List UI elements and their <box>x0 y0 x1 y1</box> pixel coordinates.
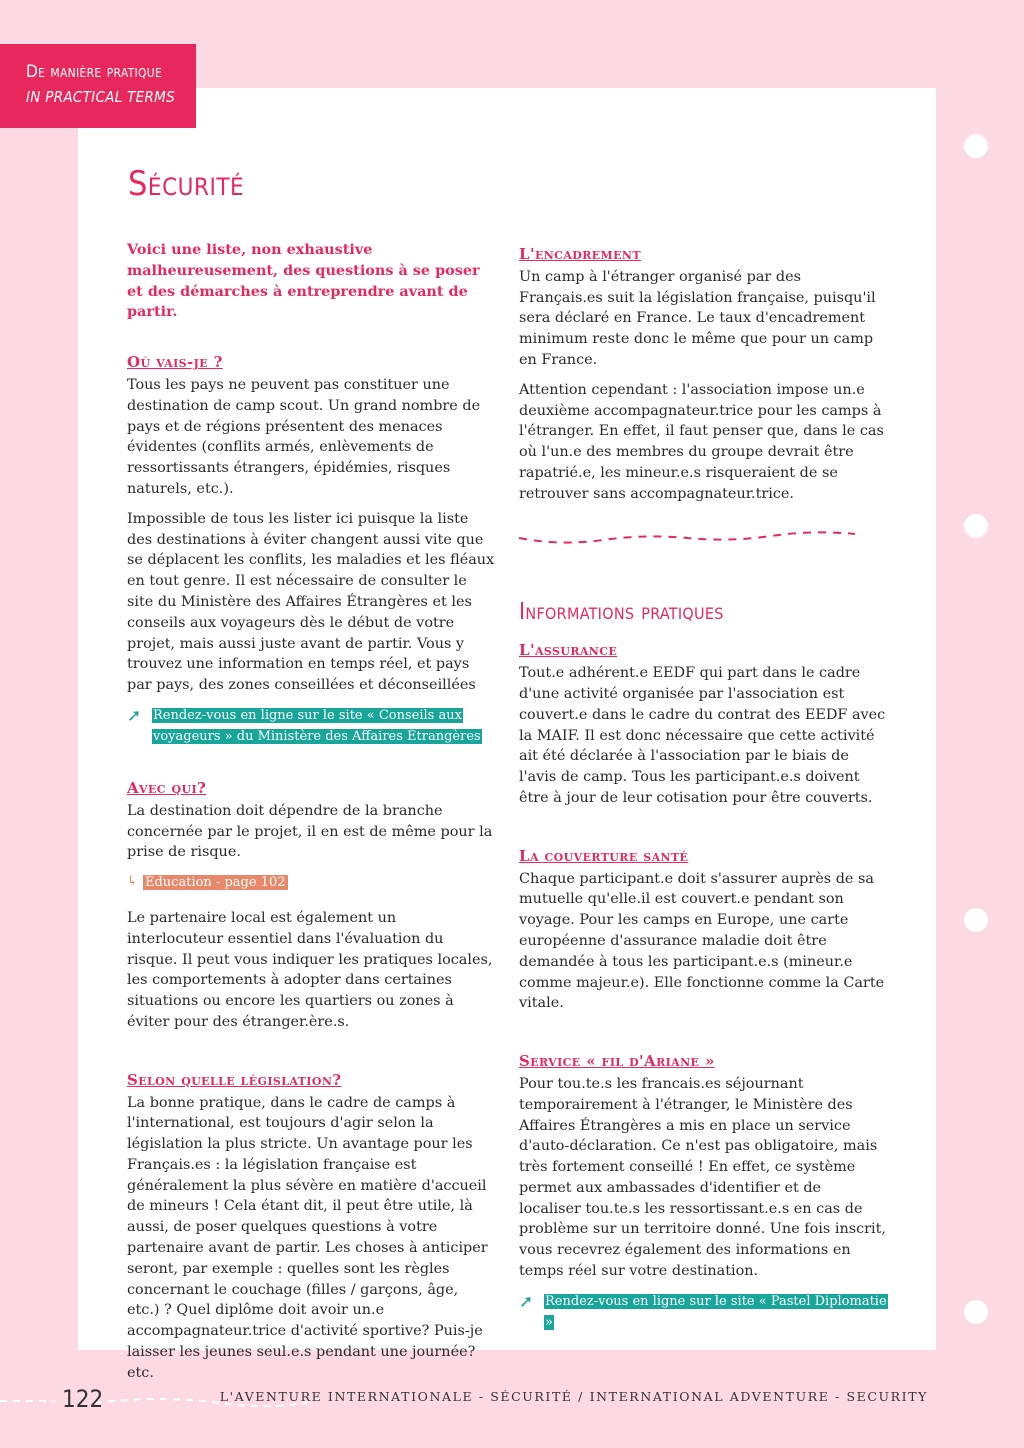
external-link-conseils-voyageurs[interactable] <box>127 705 495 748</box>
paragraph: La destination doit dépendre de la branche concernée par le projet, il en est de même pour la prise de risque. <box>127 802 493 861</box>
heading-legislation: Selon quelle législation? <box>127 1070 342 1089</box>
binder-hole <box>964 514 988 538</box>
link-label[interactable]: Rendez-vous en ligne sur le site « Pastel Diplomatie » <box>545 1293 887 1331</box>
section-title-informations-pratiques: Informations pratiques <box>519 598 724 625</box>
binder-hole <box>964 1300 988 1324</box>
paragraph: Le partenaire local est également un interlocuteur essentiel dans l'évaluation du risque. Il peut vous indiquer les pratiques locales, les comportements à adopter dans certaines situations ou encore les quartiers ou zones à éviter pour des étranger.ère.s. <box>127 909 493 1030</box>
section-tab <box>0 44 196 128</box>
wavy-divider <box>519 528 855 548</box>
external-link-pastel-diplomatie[interactable] <box>519 1291 887 1334</box>
heading-avec-qui: Avec qui? <box>127 778 207 797</box>
cursor-click-icon: ➚ <box>127 705 142 726</box>
page-footer <box>0 1381 1024 1421</box>
heading-assurance: L'assurance <box>519 641 618 660</box>
paragraph: Pour tou.te.s les francais.es séjournant temporairement à l'étranger, le Ministère des Affaires Étrangères a mis en place un service d'auto-déclaration. Ce n'est pas obligatoire, mais très fortement conseillé ! En effet, ce système permet aux ambassades d'identifier et de localiser tou.te.s les ressortissant.e.s en cas de problème sur un territoire donné. Une fois inscrit, vous recevrez également des informations en temps réel sur votre destination. <box>519 1075 886 1280</box>
running-title: L'AVENTURE INTERNATIONALE - SÉCURITÉ / INTERNATIONAL ADVENTURE - SECURITY <box>219 1389 928 1404</box>
cursor-click-icon: ➚ <box>519 1291 534 1312</box>
heading-ou-vais-je: Où vais-je ? <box>127 353 223 372</box>
left-column <box>127 240 495 1393</box>
heading-fil-ariane: Service « fil d'Ariane » <box>519 1052 715 1071</box>
paragraph: Un camp à l'étranger organisé par des Français.es suit la législation française, puisqu'il sera déclaré en France. Le taux d'encadrement minimum reste donc le même que pour un camp en France. <box>519 268 876 368</box>
paragraph: Attention cependant : l'association impose un.e deuxième accompagnateur.trice pour les camps à l'étranger. En effet, il faut penser que, dans le cas où l'un.e des membres du groupe devrait être rapatrié.e, les mineur.e.s risqueraient de se retrouver sans accompagnateur.trice. <box>519 381 884 502</box>
page-title: Sécurité <box>128 164 245 204</box>
binder-hole <box>964 908 988 932</box>
paragraph: Tout.e adhérent.e EEDF qui part dans le cadre d'une activité organisée par l'association est couvert.e dans le cadre du contrat des EEDF avec la MAIF. Il est donc nécessaire que cette activité ait été déclarée à l'association par le biais de l'avis de camp. Tous les participant.e.s doivent être à jour de leur cotisation pour être couverts. <box>519 665 886 806</box>
paragraph: Impossible de tous les lister ici puisque la liste des destinations à éviter changent aussi vite que se déplacent les conflits, les maladies et les fléaux en tout genre. Il est nécessaire de consulter le site du Ministère des Affaires Étrangères et les conseils aux voyageurs dès le début de votre projet, mais aussi juste avant de partir. Vous y trouvez une information en temps réel, et pays par pays, des zones conseillées et déconseillées <box>127 510 495 694</box>
heading-couverture-sante: La couverture santé <box>519 846 689 865</box>
paragraph: Chaque participant.e doit s'assurer auprès de sa mutuelle qu'elle.il est couvert.e pendant son voyage. Pour les camps en Europe, une carte européenne d'assurance maladie doit être demandée à tous les participant.e.s (mineur.e comme majeur.e). Elle fonctionne comme la Carte vitale. <box>519 870 885 1012</box>
paragraph: La bonne pratique, dans le cadre de camps à l'international, est toujours d'agir selon la législation la plus stricte. Un avantage pour les Français.es : la législation française est généralement la plus sévère en matière d'accueil de mineurs ! Cela étant dit, il peut être utile, là aussi, de poser quelques questions à votre partenaire avant de partir. Les choses à anticiper seront, par exemple : quelles sont les règles concernant le couchage (filles / garçons, âge, etc.) ? Quel diplôme doit avoir un.e accompagnateur.trice d'activité sportive? Puis-je laisser les jeunes seul.e.s pendant une journée? etc. <box>127 1094 488 1381</box>
arrow-reference-icon: ↳ <box>127 874 138 890</box>
heading-encadrement: L'encadrement <box>519 245 641 263</box>
paragraph: Tous les pays ne peuvent pas constituer une destination de camp scout. Un grand nombre de pays et de régions présentent des menaces évidentes (conflits armés, enlèvements de ressortissants étrangers, épidémies, risques naturels, etc.). <box>127 376 481 497</box>
link-label[interactable]: Rendez-vous en ligne sur le site « Conseils aux voyageurs » du Ministère des Affaires Étrangères <box>153 707 481 745</box>
section-tab-fr: De manière pratique <box>26 62 163 82</box>
right-column <box>519 244 887 1364</box>
cross-reference-education[interactable] <box>127 872 495 894</box>
binder-hole <box>964 134 988 158</box>
reference-label[interactable]: Éducation - page 102 <box>145 875 286 891</box>
intro-text: Voici une liste, non exhaustive malheureusement, des questions à se poser et des démarches à entreprendre avant de partir. <box>127 241 480 321</box>
section-tab-en: IN PRACTICAL TERMS <box>26 88 175 106</box>
page-number: 122 <box>62 1385 104 1413</box>
